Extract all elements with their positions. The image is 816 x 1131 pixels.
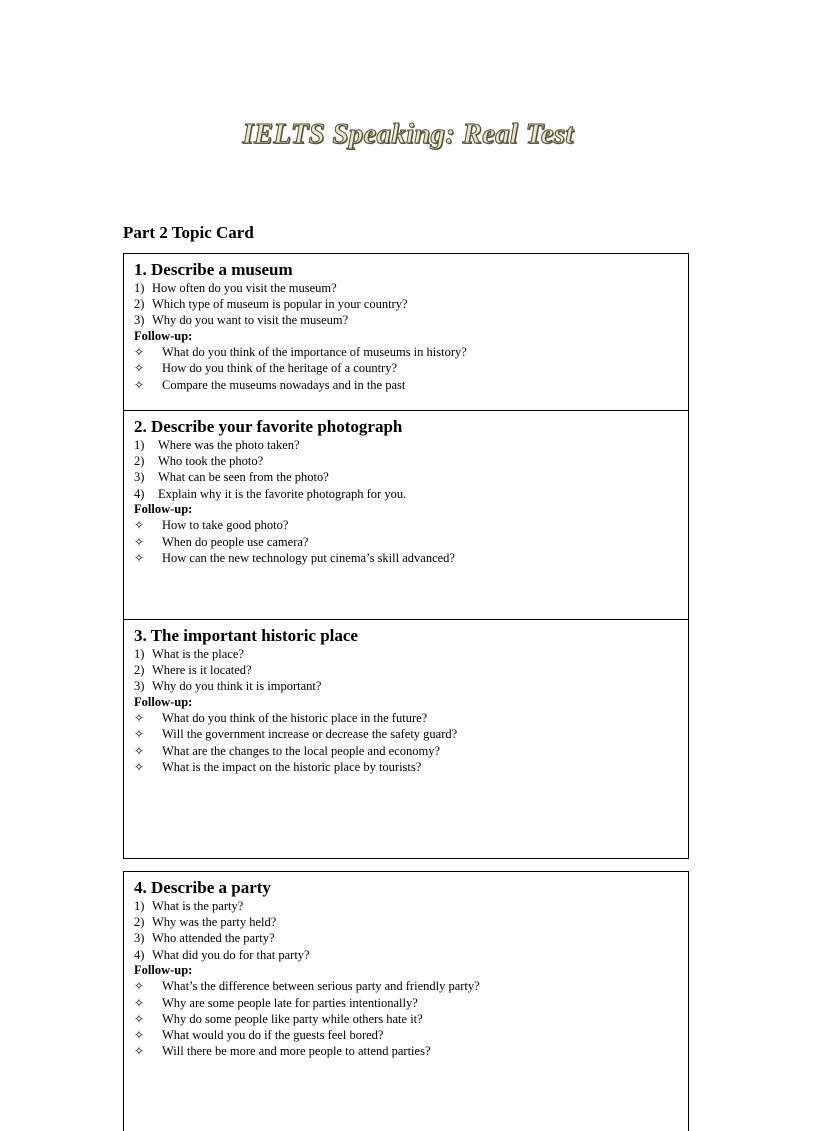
question-item: 3) Why do you want to visit the museum? — [134, 313, 349, 328]
four-pointed-star-icon: ✧ — [134, 534, 145, 549]
followup-label: Follow-up: — [134, 694, 193, 709]
followup-item: ✧ How to take good photo? — [134, 518, 289, 533]
followup-label: Follow-up: — [134, 501, 193, 516]
four-pointed-star-icon: ✧ — [134, 711, 145, 726]
followup-item: ✧ Will there be more and more people to attend parties? — [134, 1044, 431, 1059]
followup-list — [134, 978, 688, 1059]
question-list — [134, 437, 688, 502]
followup-item: ✧ When do people use camera? — [134, 534, 309, 549]
document-title: IELTS Speaking: Real Test — [242, 118, 574, 150]
four-pointed-star-icon: ✧ — [134, 518, 145, 533]
followup-item: ✧ What is the impact on the historic place by tourists? — [134, 759, 422, 774]
four-pointed-star-icon: ✧ — [134, 550, 145, 565]
question-item: 1) How often do you visit the museum? — [134, 281, 337, 295]
section-heading: Part 2 Topic Card — [123, 223, 254, 242]
card-title: 3. The important historic place — [134, 626, 358, 645]
question-item: 3) Why do you think it is important? — [134, 679, 322, 694]
topic-card — [123, 410, 689, 620]
card-title: 4. Describe a party — [134, 878, 271, 897]
topic-card — [123, 871, 689, 1131]
four-pointed-star-icon: ✧ — [134, 345, 145, 360]
followup-item: ✧ Why do some people like party while others hate it? — [134, 1011, 423, 1026]
followup-item: ✧ What would you do if the guests feel bored? — [134, 1027, 384, 1042]
four-pointed-star-icon: ✧ — [134, 995, 145, 1010]
followup-item: ✧ What do you think of the importance of museums in history? — [134, 345, 467, 360]
followup-list — [134, 344, 688, 393]
question-item: 1) What is the place? — [134, 647, 244, 661]
four-pointed-star-icon: ✧ — [134, 727, 145, 742]
question-item: 2) Where is it located? — [134, 663, 252, 678]
question-item: 2) Which type of museum is popular in your country? — [134, 297, 408, 312]
four-pointed-star-icon: ✧ — [134, 377, 145, 392]
four-pointed-star-icon: ✧ — [134, 1044, 145, 1059]
question-item: 2) Who took the photo? — [134, 454, 264, 469]
question-item: 4) Explain why it is the favorite photograph for you. — [134, 486, 407, 501]
four-pointed-star-icon: ✧ — [134, 759, 145, 774]
followup-item: ✧ Compare the museums nowadays and in the past — [134, 377, 406, 392]
followup-label: Follow-up: — [134, 328, 193, 343]
followup-item: ✧ Why are some people late for parties intentionally? — [134, 995, 418, 1010]
question-item: 4) What did you do for that party? — [134, 947, 310, 962]
question-list — [134, 280, 688, 329]
four-pointed-star-icon: ✧ — [134, 1027, 145, 1042]
four-pointed-star-icon: ✧ — [134, 1011, 145, 1026]
followup-item: ✧ How do you think of the heritage of a country? — [134, 361, 398, 376]
card-title: 1. Describe a museum — [134, 260, 293, 279]
question-list — [134, 898, 688, 963]
followup-item: ✧ What are the changes to the local people and economy? — [134, 743, 441, 758]
topic-card — [123, 619, 689, 859]
followup-list — [134, 517, 688, 566]
followup-list — [134, 710, 688, 775]
question-item: 3) Who attended the party? — [134, 931, 275, 946]
card-title: 2. Describe your favorite photograph — [134, 417, 403, 436]
question-item: 2) Why was the party held? — [134, 915, 277, 930]
followup-item: ✧ What’s the difference between serious party and friendly party? — [134, 979, 480, 994]
question-item: 3) What can be seen from the photo? — [134, 470, 329, 485]
followup-label: Follow-up: — [134, 962, 193, 977]
followup-item: ✧ How can the new technology put cinema’s skill advanced? — [134, 550, 455, 565]
question-item: 1) Where was the photo taken? — [134, 438, 300, 452]
question-item: 1) What is the party? — [134, 899, 244, 913]
four-pointed-star-icon: ✧ — [134, 979, 145, 994]
followup-item: ✧ Will the government increase or decrease the safety guard? — [134, 727, 458, 742]
four-pointed-star-icon: ✧ — [134, 361, 145, 376]
question-list — [134, 646, 688, 695]
topic-card — [123, 253, 689, 411]
followup-item: ✧ What do you think of the historic place in the future? — [134, 711, 428, 726]
four-pointed-star-icon: ✧ — [134, 743, 145, 758]
